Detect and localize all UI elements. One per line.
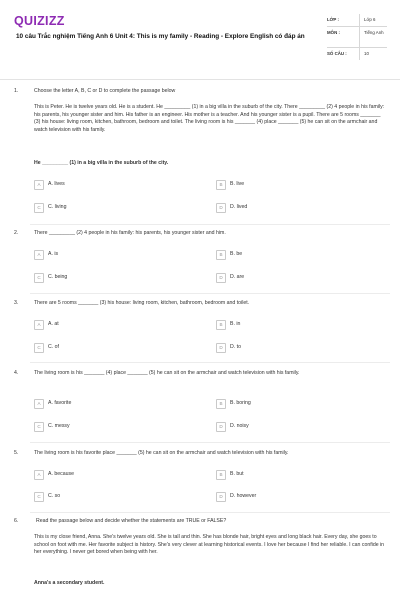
option-letter: C: [34, 203, 44, 213]
option-b[interactable]: [216, 470, 244, 480]
option-d[interactable]: [216, 203, 247, 213]
option-letter: C: [34, 422, 44, 432]
question-divider: [30, 224, 390, 225]
option-letter: D: [216, 343, 226, 353]
question-prompt: Choose the letter A, B, C or D to complete the passage below: [34, 88, 176, 94]
question-prompt: There _________ (2) 4 people in his family: his parents, his younger sister and him.: [34, 230, 226, 236]
question-divider: [30, 442, 390, 443]
meta-value: Tiếng Anh: [359, 27, 387, 47]
header-divider: [0, 79, 400, 80]
option-label: D. are: [230, 274, 245, 281]
option-b[interactable]: [216, 250, 242, 260]
question-stem: He _________ (1) in a big villa in the suburb of the city.: [34, 160, 169, 166]
option-letter: A: [34, 320, 44, 330]
option-b[interactable]: [216, 399, 251, 409]
option-c[interactable]: [34, 343, 59, 353]
question-prompt: There are 5 rooms _______ (3) his house: living room, kitchen, bathroom, bedroom and toilet.: [34, 300, 250, 306]
option-a[interactable]: [34, 320, 59, 330]
meta-table: [327, 14, 387, 60]
option-letter: A: [34, 399, 44, 409]
option-letter: C: [34, 343, 44, 353]
question-number: 2.: [14, 230, 19, 236]
option-label: B. be: [230, 251, 243, 258]
question-number: 1.: [14, 88, 19, 94]
meta-label: SỐ CÂU :: [327, 51, 347, 56]
question-prompt: Read the passage below and decide whether the statements are TRUE or FALSE?: [36, 518, 227, 524]
option-c[interactable]: [34, 422, 70, 432]
option-label: A. favorite: [48, 400, 72, 407]
option-letter: A: [34, 250, 44, 260]
question-divider: [30, 293, 390, 294]
quizizz-logo: QUIZIZZ: [14, 14, 65, 28]
option-label: B. boring: [230, 400, 251, 407]
option-letter: B: [216, 180, 226, 190]
option-d[interactable]: [216, 492, 256, 502]
option-label: B. live: [230, 181, 245, 188]
option-label: C. of: [48, 344, 59, 351]
meta-row-class: [327, 14, 387, 27]
option-letter: A: [34, 180, 44, 190]
option-c[interactable]: [34, 273, 67, 283]
option-letter: D: [216, 273, 226, 283]
option-letter: B: [216, 399, 226, 409]
option-letter: B: [216, 250, 226, 260]
option-label: A. because: [48, 471, 74, 478]
option-b[interactable]: [216, 180, 244, 190]
option-letter: C: [34, 273, 44, 283]
reading-passage: This is Peter. He is twelve years old. He is a student. He _________ (1) in a big villa in the suburb of the city. There _________ (2) 4 people in his family: his parents, his younger sister and him. His father is an engineer. His mother is a teacher. And his younger sister is a pupil. There are 5 rooms _______ (3) his house: living room, kitchen, bathroom, bedroom and toilet. The living room is his _______ (4) place _______ (5) he can sit on the armchair and watch television with his family.: [34, 104, 385, 133]
option-c[interactable]: [34, 492, 60, 502]
option-c[interactable]: [34, 203, 66, 213]
question-divider: [30, 362, 390, 363]
option-letter: B: [216, 320, 226, 330]
option-letter: C: [34, 492, 44, 502]
option-d[interactable]: [216, 273, 244, 283]
option-letter: D: [216, 203, 226, 213]
option-label: C. living: [48, 204, 67, 211]
question-number: 6.: [14, 518, 19, 524]
reading-passage: This is my close friend, Anna. She's twelve years old. She is tall and thin. She has blonde hair, bright eyes and long black hair. Every day, she goes to school on foot with me. Her favorite subject is history. She's very clever at learning historical events. I love her because I find her reliable. I can confide in her everything. I never get bored when being with her.: [34, 534, 385, 556]
option-label: C. being: [48, 274, 68, 281]
question-prompt: The living room is his _______ (4) place _______ (5) he can sit on the armchair and watch television with his family.: [34, 370, 300, 376]
option-label: D. however: [230, 493, 257, 500]
option-letter: A: [34, 470, 44, 480]
option-label: A. is: [48, 251, 59, 258]
option-a[interactable]: [34, 250, 58, 260]
meta-row-subject: [327, 27, 387, 48]
document-title: 10 câu Trắc nghiệm Tiếng Anh 6 Unit 4: This is my family - Reading - Explore English có đáp án: [16, 33, 305, 40]
option-d[interactable]: [216, 343, 241, 353]
option-letter: B: [216, 470, 226, 480]
option-label: A. lives: [48, 181, 65, 188]
option-a[interactable]: [34, 399, 71, 409]
option-label: C. so: [48, 493, 61, 500]
question-number: 4.: [14, 370, 19, 376]
meta-value: Lớp 6: [359, 14, 387, 26]
option-b[interactable]: [216, 320, 240, 330]
question-number: 5.: [14, 450, 19, 456]
question-stem: Anna's a secondary student.: [34, 580, 105, 586]
option-label: C. messy: [48, 423, 70, 430]
option-label: D. to: [230, 344, 241, 351]
question-prompt: The living room is his favorite place _______ (5) he can sit on the armchair and watch television with his family.: [34, 450, 289, 456]
meta-row-count: [327, 48, 387, 60]
option-a[interactable]: [34, 180, 65, 190]
meta-value: 10: [359, 48, 387, 60]
option-label: B. but: [230, 471, 244, 478]
option-letter: D: [216, 492, 226, 502]
meta-label: LỚP :: [327, 17, 339, 22]
option-a[interactable]: [34, 470, 74, 480]
question-number: 3.: [14, 300, 19, 306]
meta-label: MÔN :: [327, 30, 340, 35]
option-letter: D: [216, 422, 226, 432]
option-label: D. lived: [230, 204, 248, 211]
option-label: D. noisy: [230, 423, 249, 430]
option-label: B. in: [230, 321, 241, 328]
option-d[interactable]: [216, 422, 249, 432]
option-label: A. at: [48, 321, 59, 328]
question-divider: [30, 512, 390, 513]
